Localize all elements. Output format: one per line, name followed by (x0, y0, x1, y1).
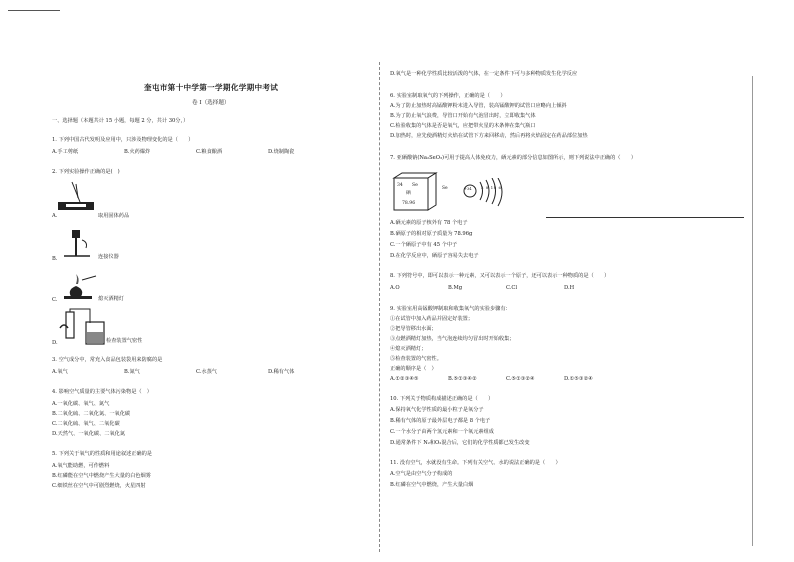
cell-name: 硒 (406, 191, 411, 196)
volume-label: 卷 I（选择题） (192, 100, 230, 106)
q10-option-a: A.保持氧气化学性质的最小粒子是氧分子 (390, 407, 484, 413)
q10-option-d: D.通常条件下 N₂和O₂混合后，它们的化学性质都已发生改变 (390, 440, 530, 446)
q3-option-c: C.水蒸气 (196, 369, 217, 375)
q10-option-c: C.一个水分子由两个氢元素和一个氧元素组成 (390, 429, 494, 435)
q8-option-d: D.H (564, 285, 575, 291)
q7-option-c: C.一个硒原子中有 45 个中子 (390, 242, 458, 248)
q11-stem: 11. 没有空气，水就没有生命。下列有关空气、水的说法正确的是（ ） (390, 460, 561, 466)
q1-option-d: D.烧制陶瓷 (268, 149, 295, 155)
q2-option-a-letter: A. (52, 213, 58, 219)
q1-option-c: C.粮食酿酒 (196, 149, 223, 155)
q6-option-d: D.加热时，应先使酒精灯火焰在试管下方来回移动，然后再将火焰固定在药品部位加热 (390, 133, 588, 139)
q7-option-a: A.硒元素的原子核外有 78 个电子 (390, 220, 468, 226)
q6-stem: 6. 实验室制取氧气的下列操作，正确的是（ ） (390, 93, 506, 99)
cell-symbol: Se (412, 183, 418, 188)
q2-option-d-letter: D. (52, 340, 58, 346)
q2-option-a-text: 取用固体药品 (98, 213, 130, 219)
q1-option-b: B.火药爆炸 (124, 149, 151, 155)
q1-option-a: A.手工剪纸 (52, 149, 79, 155)
q2-option-b-letter: B. (52, 256, 58, 262)
atom-shells: 2 8 18 6 (481, 185, 502, 190)
q2-stem: 2. 下列实验操作正确的是( ) (52, 169, 120, 175)
q6-option-b: B.为了防止氧气浪费，导管口开始有气泡冒出时，立即收集气体 (390, 113, 536, 119)
exam-title: 奎屯市第十中学第一学期化学期中考试 (144, 83, 279, 92)
q5-option-b: B.红磷能在空气中燃烧产生大量的白色烟雾 (52, 473, 151, 479)
q7-option-d: D.在化学反应中，硒原子容易失去电子 (390, 253, 479, 259)
q4-option-c: C.二氧化硫、氧气、二氧化碳 (52, 421, 120, 427)
atom-nucleus: +34 (464, 187, 472, 191)
right-column (390, 0, 752, 562)
q9-step-5: ⑤检查装置的气密性。 (390, 356, 442, 362)
atom-label: Se (442, 186, 448, 191)
alcohol-lamp-image (60, 272, 100, 302)
q9-step-2: ②把导管移出水面； (390, 326, 437, 332)
q8-stem: 8. 下列符号中，即可以表示一种元素，又可以表示一个原子，还可以表示一种物质的是（ ） (390, 273, 610, 279)
q11-option-b: B.红磷在空气中燃烧，产生大量白烟 (390, 482, 474, 488)
q8-option-b: B.Mg (448, 285, 463, 291)
airtightness-image (58, 308, 110, 348)
q8-option-a: A.O (390, 285, 400, 291)
q5-stem: 5. 下列关于氧气的性质和用途叙述正确的是 (52, 451, 152, 457)
q5-option-d: D.氧气是一种化学性质比较活泼的气体，在一定条件下可与多种物质发生化学反应 (390, 71, 578, 77)
q10-stem: 10. 下列关于物质构成描述正确的是（ ） (390, 396, 494, 402)
q2-option-d-text: 检查装置气密性 (106, 338, 143, 344)
q2-option-c-letter: C. (52, 297, 58, 303)
q9-stem: 9. 实验室用高锰酸钾制取和收集氧气的实验步骤有： (390, 306, 511, 312)
q9-step-1: ①在试管中加入药品并固定好装置； (390, 316, 474, 322)
q3-option-b: B.氮气 (124, 369, 140, 375)
q4-option-d: D.天然气、一氧化碳、二氧化氮 (52, 431, 126, 437)
q5-option-a: A.氧气能助燃，可作燃料 (52, 463, 110, 469)
q6-option-a: A.为了防止加热时高锰酸钾粉末进入导管，装高锰酸钾的试管口应略向上倾斜 (390, 103, 567, 109)
q9-step-3: ③点燃酒精灯加热，当气泡连续均匀冒出时开始收集； (390, 336, 515, 342)
q5-option-c: C.细铁丝在空气中可剧烈燃烧，火星四射 (52, 483, 146, 489)
q9-option-c: C.⑤①③②④ (506, 376, 535, 382)
q1-stem: 1. 下列中国古代发明及应用中，只涉及物理变化的是（ ） (52, 137, 194, 143)
cell-atomic-number: 34 (397, 183, 403, 188)
q9-order: 正确的顺序是（ ） (390, 366, 437, 372)
q7-stem: 7. 亚硒酸钠(Na₂SeO₃)可用于提高人体免疫力，硒元素的部分信息如图所示，则下列说法中正确的（ ） (390, 155, 637, 161)
q3-stem: 3. 空气成分中，常充入食品包装袋用来防腐的是 (52, 357, 163, 363)
q4-stem: 4. 影响空气质量的主要气体污染物是（ ） (52, 389, 152, 395)
q3-option-a: A.氧气 (52, 369, 68, 375)
q10-option-b: B.稀有气体的原子最外层电子都是 8 个电子 (390, 418, 491, 424)
connect-apparatus-image (60, 228, 94, 260)
left-column (52, 0, 370, 562)
scan-rule (546, 217, 744, 218)
q7-option-b: B.硒原子的相对原子质量为 78.96g (390, 231, 473, 237)
q9-option-b: B.⑤①③④② (448, 376, 477, 382)
q8-option-c: C.Cl (506, 285, 518, 291)
q9-option-a: A.①②③④⑤ (390, 376, 419, 382)
page-edge-line (752, 76, 753, 546)
q4-option-a: A.一氧化碳、氧气、氮气 (52, 401, 110, 407)
atom-structure-image (452, 178, 524, 212)
cell-mass: 78.96 (402, 201, 416, 206)
q2-option-b-text: 连接仪器 (98, 254, 119, 260)
q9-step-4: ④熄灭酒精灯； (390, 346, 427, 352)
q2-option-c-text: 熄灭酒精灯 (98, 296, 124, 302)
q4-option-b: B.二氧化硫、二氧化氮、一氧化碳 (52, 411, 131, 417)
column-divider (379, 62, 380, 552)
section-heading: 一、选择题（本题共计 15 小题，每题 2 分，共计 30分，） (52, 118, 189, 124)
q3-option-d: D.稀有气体 (268, 369, 295, 375)
q6-option-c: C.检验收集的气体是否是氧气，应把带火星的木条伸在集气瓶口 (390, 123, 536, 129)
q2-image-caption: 取用固体药品 (60, 212, 82, 216)
q9-option-d: D.①⑤③②④ (564, 376, 593, 382)
q11-option-a: A.空气是由空气分子构成的 (390, 471, 453, 477)
